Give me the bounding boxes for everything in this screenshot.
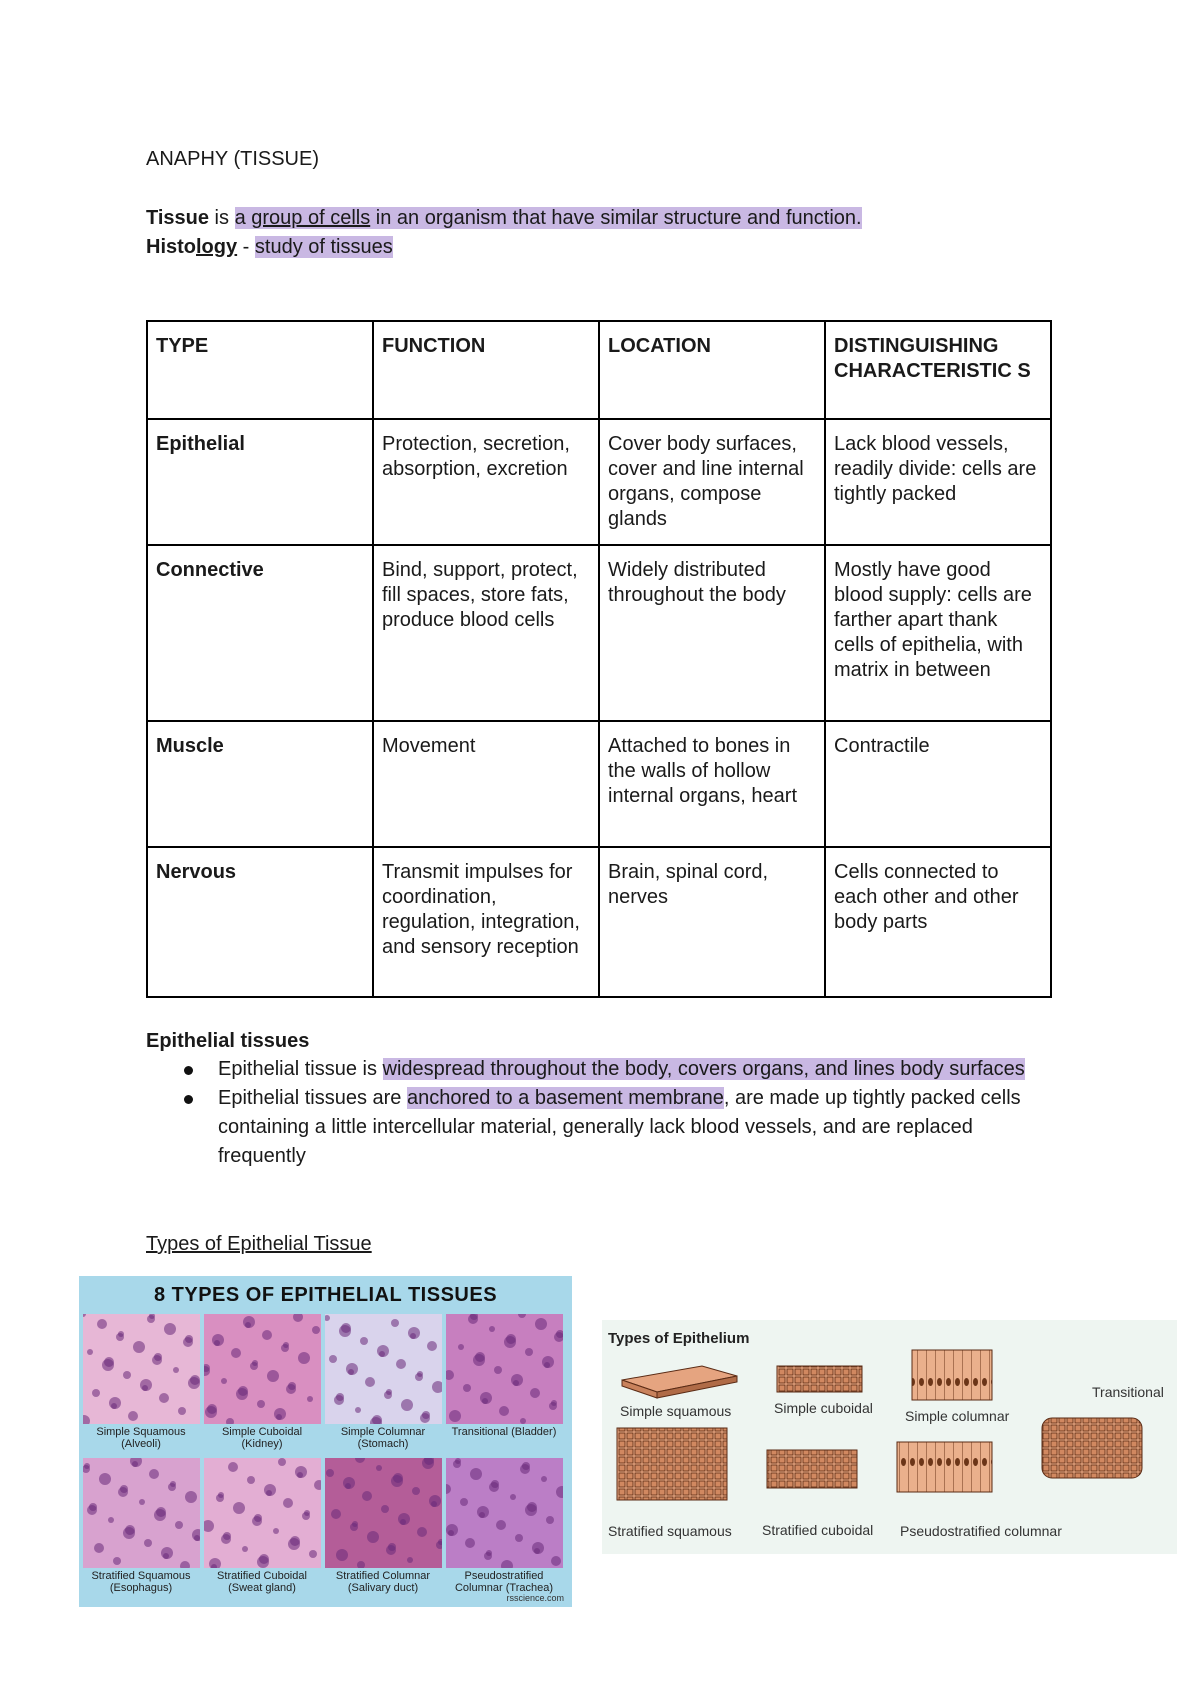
types-heading: Types of Epithelial Tissue [146,1233,372,1255]
micrograph-tile [325,1458,442,1568]
cell-location: Cover body surfaces, cover and line internal organs, compose glands [599,419,825,545]
cell-location: Brain, spinal cord, nerves [599,847,825,997]
header-location: LOCATION [599,321,825,419]
histology-term-a: Histo [146,236,196,258]
micrograph-caption: Stratified Squamous (Esophagus) [91,1570,191,1594]
transitional-shape [1042,1418,1142,1478]
bullet-icon [184,1066,193,1075]
table-row [147,721,1051,847]
simple-columnar-shape [912,1350,992,1400]
micrograph-texture [83,1458,200,1568]
cell-characteristics: Lack blood vessels, readily divide: cells are tightly packed [825,419,1051,545]
cell-function: Protection, secretion, absorption, excretion [373,419,599,545]
epithelial-tissues-figure [79,1276,572,1607]
simple-cuboidal-shape [777,1366,862,1392]
micrograph-texture [325,1458,442,1568]
caption-simple-cuboidal: Simple cuboidal [774,1400,873,1416]
bullet-2-highlight: anchored to a basement membrane [406,1087,724,1109]
histology-dash: - [237,236,255,258]
table-row [147,419,1051,545]
micrograph-tile [204,1314,321,1424]
tissue-definition [146,205,862,232]
epithelial-heading: Epithelial tissues [146,1030,310,1052]
micrograph-texture [325,1314,442,1424]
caption-stratified-squamous: Stratified squamous [608,1523,732,1539]
table-header-row [147,321,1051,419]
cell-function: Bind, support, protect, fill spaces, store fats, produce blood cells [373,545,599,721]
diagram-title: Types of Epithelium [608,1330,750,1347]
caption-simple-columnar: Simple columnar [905,1408,1010,1424]
micrograph-caption: Simple Squamous (Alveoli) [96,1426,186,1450]
epithelium-diagram [602,1320,1177,1554]
caption-stratified-cuboidal: Stratified cuboidal [762,1522,874,1538]
cell-location: Widely distributed throughout the body [599,545,825,721]
cell-type: Muscle [147,721,373,847]
micrograph-texture [83,1314,200,1424]
list-item [146,1055,1066,1084]
micrograph-texture [204,1314,321,1424]
tissue-hl-rest: in an organism that have similar structure and function. [370,207,862,229]
figure-credit: rsscience.com [506,1593,564,1603]
micrograph-tile [83,1458,200,1568]
header-function: FUNCTION [373,321,599,419]
bullet-2-post: , are made up tightly packed cells containing a little intercellular material, generally lack blood vessels, and are replaced frequently [218,1087,1021,1167]
histology-term [146,236,237,258]
epithelium-drawings [602,1320,1177,1554]
micrograph-tile [325,1314,442,1424]
header-type: TYPE [147,321,373,419]
tissue-is: is [209,207,235,229]
bullet-1-highlight: widespread throughout the body, covers organs, and lines body surfaces [382,1058,1025,1080]
cell-characteristics: Cells connected to each other and other body parts [825,847,1051,997]
epithelial-bullets [146,1055,1066,1171]
stratified-squamous-shape [617,1428,727,1500]
tissue-hl-a: a [234,207,252,229]
histology-def: study of tissues [254,236,393,258]
micrograph-texture [446,1458,563,1568]
bullet-2-pre: Epithelial tissues are [218,1087,407,1109]
cell-type: Connective [147,545,373,721]
micrograph-tile [83,1314,200,1424]
cell-location: Attached to bones in the walls of hollow internal organs, heart [599,721,825,847]
caption-transitional: Transitional [1092,1384,1164,1400]
caption-simple-squamous: Simple squamous [620,1403,732,1419]
cell-type: Epithelial [147,419,373,545]
micrograph-caption: Pseudostratified Columnar (Trachea) [454,1570,553,1594]
table-row [147,847,1051,997]
micrograph-tile [446,1458,563,1568]
pseudostratified-columnar-shape [897,1442,992,1492]
cell-function: Transmit impulses for coordination, regulation, integration, and sensory reception [373,847,599,997]
histology-term-b: logy [196,236,238,258]
caption-pseudostratified-columnar: Pseudostratified columnar [900,1523,1062,1539]
micrograph-tile [446,1314,563,1424]
tissue-term: Tissue [146,207,209,229]
page-title: ANAPHY (TISSUE) [146,148,319,170]
micrograph-caption: Simple Cuboidal (Kidney) [221,1426,303,1450]
cell-type: Nervous [147,847,373,997]
micrograph-caption: Stratified Columnar (Salivary duct) [335,1570,431,1594]
micrograph-texture [204,1458,321,1568]
table-row [147,545,1051,721]
micrograph-caption: Transitional (Bladder) [451,1426,557,1438]
cell-function: Movement [373,721,599,847]
list-item [146,1084,1066,1171]
micrograph-caption: Stratified Cuboidal (Sweat gland) [217,1570,307,1594]
micrograph-caption: Simple Columnar (Stomach) [340,1426,426,1450]
group-of-cells-text: group of cells [251,207,371,229]
tissue-table [146,320,1052,998]
micrograph-tile [204,1458,321,1568]
tissue-definition-highlight [235,207,862,229]
cell-characteristics: Mostly have good blood supply: cells are farther apart thank cells of epithelia, with matrix in between [825,545,1051,721]
histology-definition [146,234,393,261]
micrograph-texture [446,1314,563,1424]
bullet-1-pre: Epithelial tissue is [218,1058,383,1080]
stratified-cuboidal-shape [767,1450,857,1488]
header-characteristics: DISTINGUISHING CHARACTERISTIC S [825,321,1051,419]
figure-title: 8 TYPES OF EPITHELIAL TISSUES [153,1284,498,1306]
bullet-icon [184,1095,193,1104]
cell-characteristics: Contractile [825,721,1051,847]
